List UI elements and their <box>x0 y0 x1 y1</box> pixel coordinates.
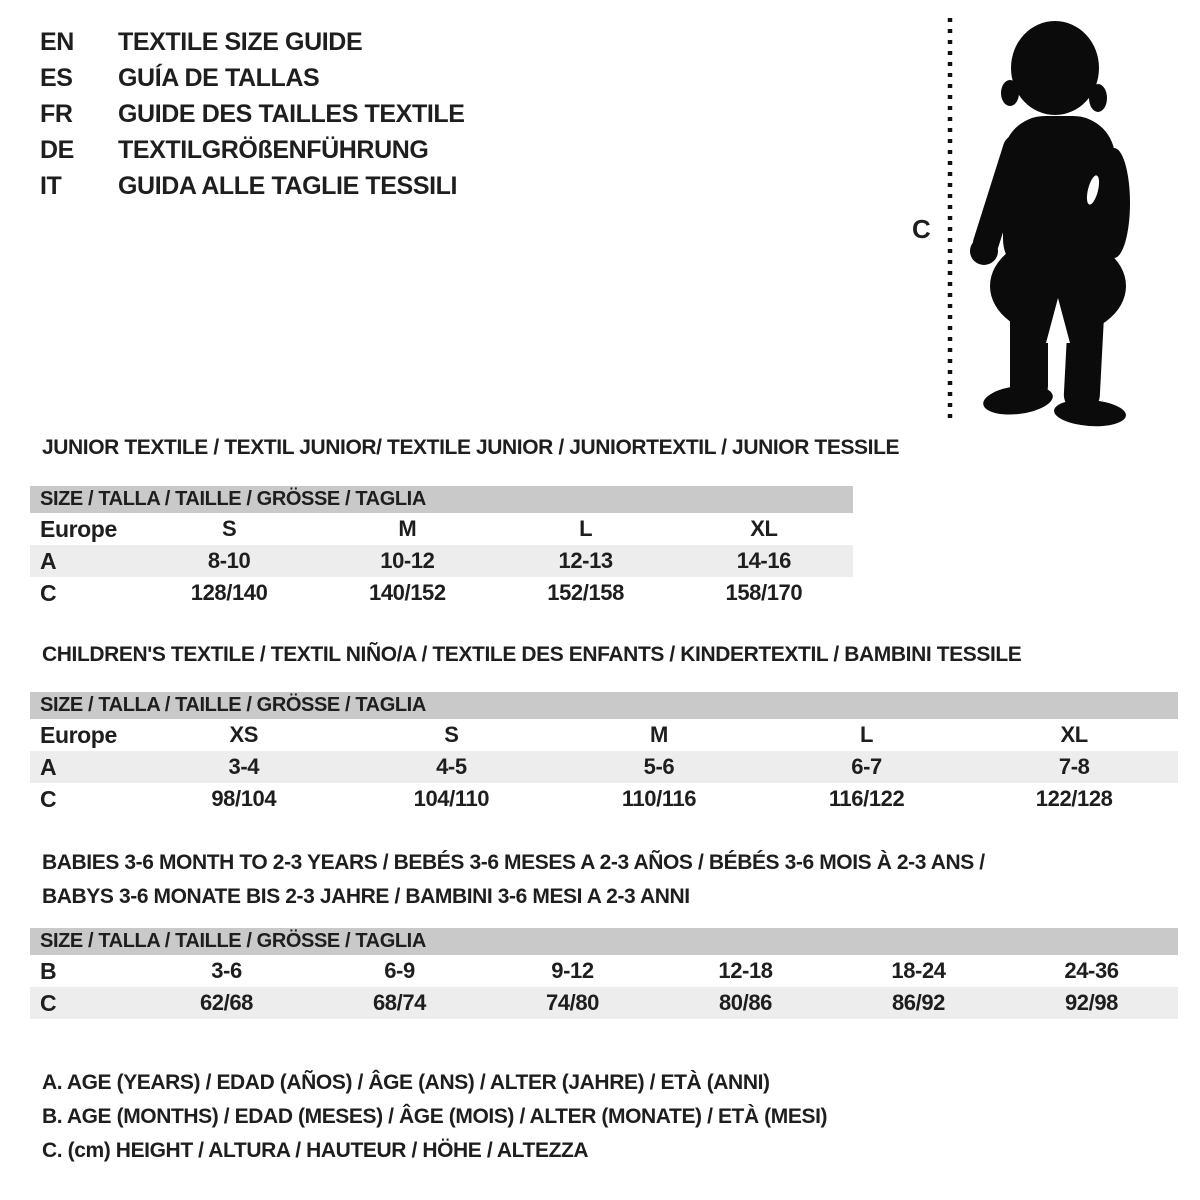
language-title: GUIDA ALLE TAGLIE TESSILI <box>118 172 458 200</box>
table-cell: M <box>650 722 668 747</box>
table-cell: 8-10 <box>207 548 251 573</box>
table-cell: 12-18 <box>718 958 773 983</box>
legend-line: B. AGE (MONTHS) / EDAD (MESES) / ÂGE (MOIS) / ALTER (MONATE) / ETÀ (MESI) <box>42 1105 828 1128</box>
language-code: IT <box>40 172 62 200</box>
table-row <box>30 719 1178 751</box>
table-cell: 62/68 <box>199 990 254 1015</box>
table-cell: 122/128 <box>1035 786 1113 811</box>
language-row <box>40 60 465 96</box>
table-cell: 5-6 <box>643 754 675 779</box>
table-cell: 24-36 <box>1064 958 1119 983</box>
table-cell: 116/122 <box>828 786 905 811</box>
table-cell: 152/158 <box>547 580 624 605</box>
table-cell: 3-6 <box>211 958 242 983</box>
table-cell: 6-7 <box>851 754 882 779</box>
language-row <box>40 132 465 168</box>
table-cell: XL <box>750 516 778 541</box>
table-cell: 98/104 <box>211 786 277 811</box>
table-row <box>30 987 1178 1019</box>
row-label: C <box>40 989 57 1016</box>
row-label: C <box>40 785 57 812</box>
table-cell: L <box>860 722 874 747</box>
legend-line: A. AGE (YEARS) / EDAD (AÑOS) / ÂGE (ANS) / ALTER (JAHRE) / ETÀ (ANNI) <box>42 1071 770 1094</box>
table-cell: L <box>579 516 593 541</box>
language-row <box>40 168 465 204</box>
toddler-silhouette <box>938 8 1150 428</box>
table-cell: 6-9 <box>384 958 415 983</box>
table-row <box>30 513 853 545</box>
table-cell: 4-5 <box>436 754 467 779</box>
table-cell: 3-4 <box>228 754 260 779</box>
size-table-junior <box>30 486 853 609</box>
table-cell: 68/74 <box>372 990 427 1015</box>
table-row <box>30 545 853 577</box>
row-label: A <box>40 753 57 780</box>
table-cell: 18-24 <box>891 958 946 983</box>
legend-line: C. (cm) HEIGHT / ALTURA / HAUTEUR / HÖHE / ALTEZZA <box>42 1139 589 1162</box>
babies-section-heading <box>42 846 985 914</box>
table-cell: S <box>444 722 459 747</box>
language-code: FR <box>40 100 73 128</box>
row-label: Europe <box>40 515 117 542</box>
table-cell: 158/170 <box>725 580 803 605</box>
language-list <box>40 24 465 204</box>
junior-section-heading: JUNIOR TEXTILE / TEXTIL JUNIOR/ TEXTILE JUNIOR / JUNIORTEXTIL / JUNIOR TESSILE <box>42 436 900 459</box>
table-cell: 7-8 <box>1058 754 1090 779</box>
table-cell: XS <box>229 722 259 747</box>
table-cell: S <box>221 516 237 541</box>
table-row <box>30 783 1178 815</box>
table-cell: 80/86 <box>718 990 773 1015</box>
height-measure-label: C <box>912 214 931 244</box>
legend <box>42 1066 827 1168</box>
table-row <box>30 577 853 609</box>
size-header-bar: SIZE / TALLA / TAILLE / GRÖSSE / TAGLIA <box>30 486 853 513</box>
table-cell: 104/110 <box>413 786 490 811</box>
table-cell: 110/116 <box>621 786 697 811</box>
language-row <box>40 24 465 60</box>
table-cell: 128/140 <box>190 580 268 605</box>
language-row <box>40 96 465 132</box>
table-row <box>30 955 1178 987</box>
language-code: DE <box>40 136 74 164</box>
table-cell: 9-12 <box>551 958 594 983</box>
babies-heading-line1: BABIES 3-6 MONTH TO 2-3 YEARS / BEBÉS 3-6 MESES A 2-3 AÑOS / BÉBÉS 3-6 MOIS À 2-3 ANS / <box>42 851 985 874</box>
size-table-children <box>30 692 1178 815</box>
language-code: ES <box>40 64 73 92</box>
language-title: TEXTILE SIZE GUIDE <box>118 28 363 56</box>
table-cell: 10-12 <box>380 548 435 573</box>
row-label: A <box>40 547 57 574</box>
table-cell: M <box>398 516 417 541</box>
table-cell: 86/92 <box>891 990 946 1015</box>
language-title: GUÍA DE TALLAS <box>118 64 320 92</box>
size-header-bar: SIZE / TALLA / TAILLE / GRÖSSE / TAGLIA <box>30 928 1178 955</box>
size-table-babies <box>30 928 1178 1019</box>
language-title: GUIDE DES TAILLES TEXTILE <box>118 100 465 128</box>
table-cell: 92/98 <box>1064 990 1119 1015</box>
row-label: C <box>40 579 57 606</box>
table-cell: 12-13 <box>558 548 613 573</box>
table-cell: 74/80 <box>545 990 600 1015</box>
language-title: TEXTILGRÖßENFÜHRUNG <box>118 136 429 164</box>
table-row <box>30 751 1178 783</box>
table-cell: 140/152 <box>369 580 446 605</box>
row-label: B <box>40 957 57 984</box>
table-cell: 14-16 <box>736 548 792 573</box>
table-cell: XL <box>1060 722 1088 747</box>
row-label: Europe <box>40 721 117 748</box>
babies-heading-line2: BABYS 3-6 MONATE BIS 2-3 JAHRE / BAMBINI 3-6 MESI A 2-3 ANNI <box>42 885 690 908</box>
size-header-bar: SIZE / TALLA / TAILLE / GRÖSSE / TAGLIA <box>30 692 1178 719</box>
language-code: EN <box>40 28 74 56</box>
children-section-heading: CHILDREN'S TEXTILE / TEXTIL NIÑO/A / TEXTILE DES ENFANTS / KINDERTEXTIL / BAMBINI TESSILE <box>42 643 1022 666</box>
